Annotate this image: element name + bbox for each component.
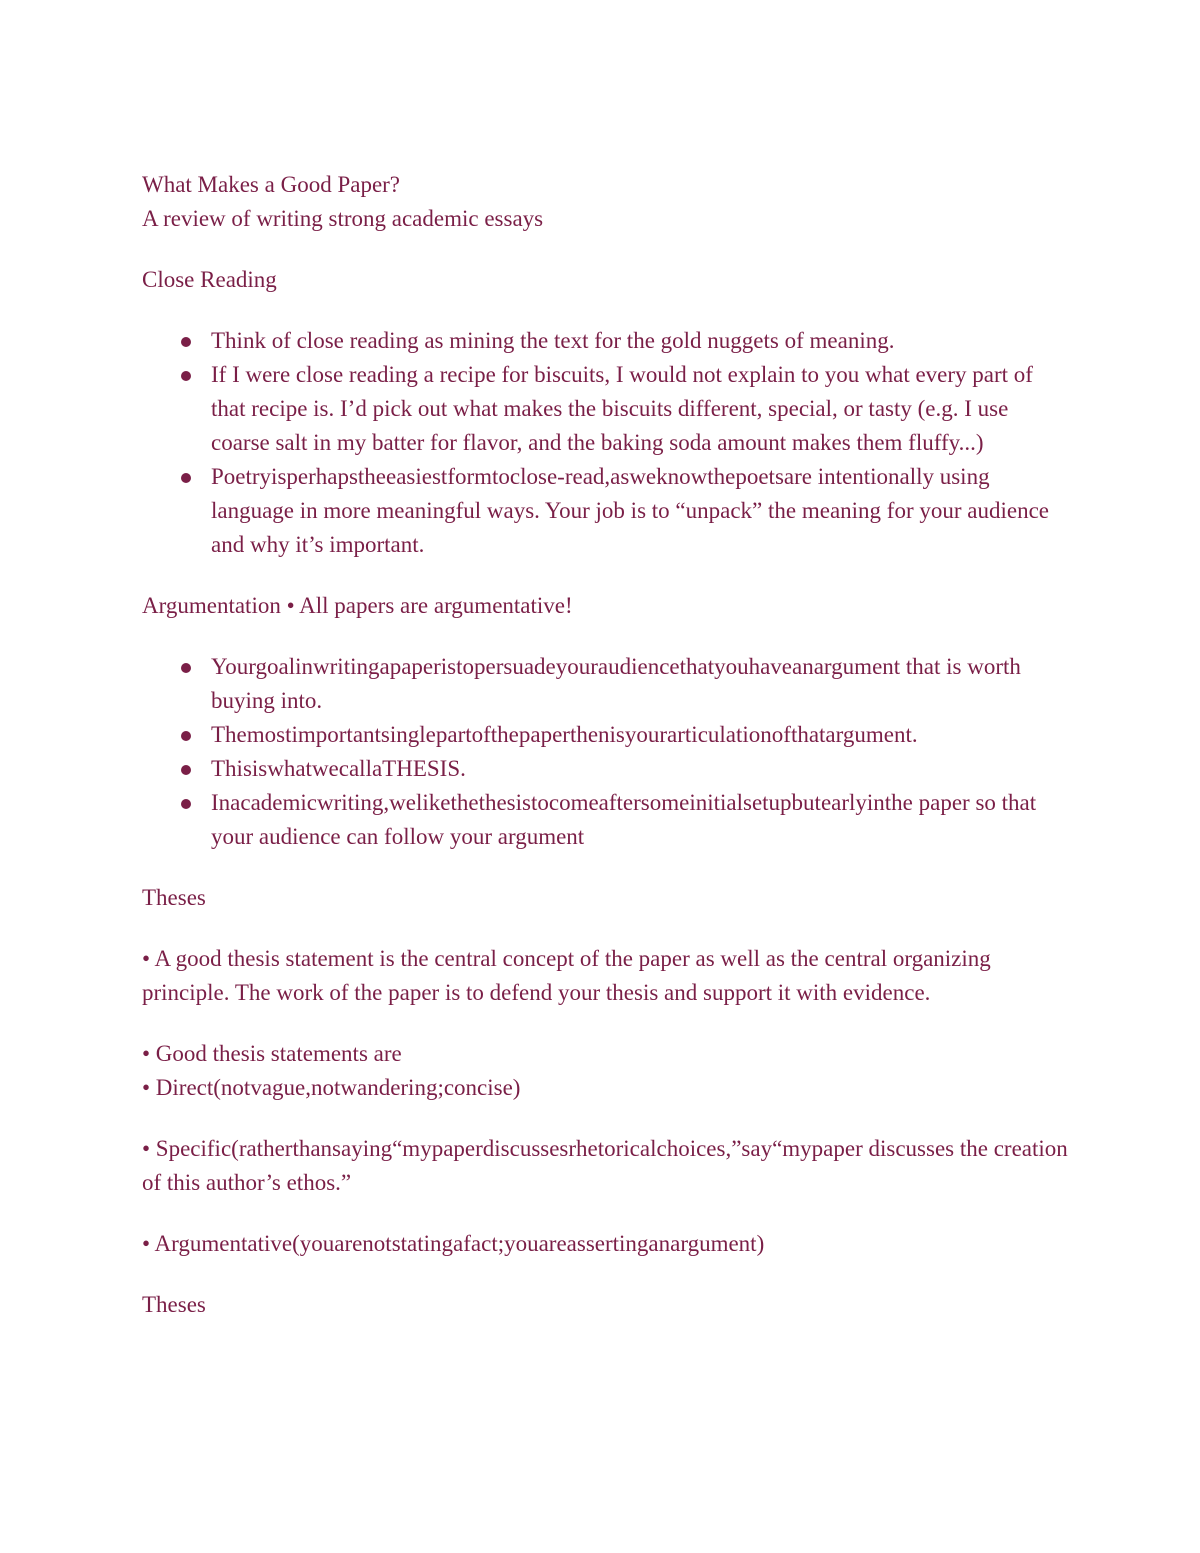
argumentation-list [142,650,1072,854]
theses-paragraph-2a: • Good thesis statements are [142,1041,402,1066]
spacer [142,562,1072,589]
spacer [142,854,1072,881]
section-heading-close-reading: Close Reading [142,267,277,292]
bullet-icon [181,799,191,809]
section-heading-theses-repeat: Theses [142,1292,206,1317]
spacer [142,1200,1072,1227]
list-item: Themostimportantsinglepartofthepaperthenisyourarticulationofthatargument. [142,718,1072,752]
theses-paragraph-2b: • Direct(notvague,notwandering;concise) [142,1075,521,1100]
list-item: Yourgoalinwritingapaperistopersuadeyouraudiencethatyouhaveanargument that is worth buying into. [142,650,1072,718]
spacer [142,236,1072,263]
spacer [142,297,1072,324]
bullet-icon [181,765,191,775]
theses-paragraph-1: • A good thesis statement is the central concept of the paper as well as the central organizing principle. The work of the paper is to defend your thesis and support it with evidence. [142,946,991,1005]
document-page [142,168,1072,1322]
spacer [142,915,1072,942]
theses-paragraph-3: • Specific(ratherthansaying“mypaperdiscussesrhetoricalchoices,”say“mypaper discusses the creation of this author’s ethos.” [142,1136,1068,1195]
bullet-icon [181,663,191,673]
list-item: Inacademicwriting,welikethethesistocomeaftersomeinitialsetupbutearlyinthe paper so that your audience can follow your argument [142,786,1072,854]
bullet-icon [181,371,191,381]
document-title: What Makes a Good Paper? [142,172,401,197]
list-item: Think of close reading as mining the text for the gold nuggets of meaning. [142,324,1072,358]
list-item: Poetryisperhapstheeasiestformtoclose-read,asweknowthepoetsare intentionally using language in more meaningful ways. Your job is to “unpack” the meaning for your audience and why it’s important. [142,460,1072,562]
bullet-icon [181,337,191,347]
spacer [142,1105,1072,1132]
list-item: If I were close reading a recipe for biscuits, I would not explain to you what every part of that recipe is. I’d pick out what makes the biscuits different, special, or tasty (e.g. I use coarse salt in my batter for flavor, and the baking soda amount makes them fluffy...) [142,358,1072,460]
close-reading-list [142,324,1072,562]
bullet-icon [181,731,191,741]
list-item: ThisiswhatwecallaTHESIS. [142,752,1072,786]
spacer [142,623,1072,650]
spacer [142,1261,1072,1288]
section-heading-argumentation: Argumentation • All papers are argumentative! [142,593,573,618]
theses-paragraph-4: • Argumentative(youarenotstatingafact;youareassertinganargument) [142,1231,765,1256]
bullet-icon [181,473,191,483]
document-subtitle: A review of writing strong academic essays [142,206,544,231]
section-heading-theses: Theses [142,885,206,910]
spacer [142,1010,1072,1037]
